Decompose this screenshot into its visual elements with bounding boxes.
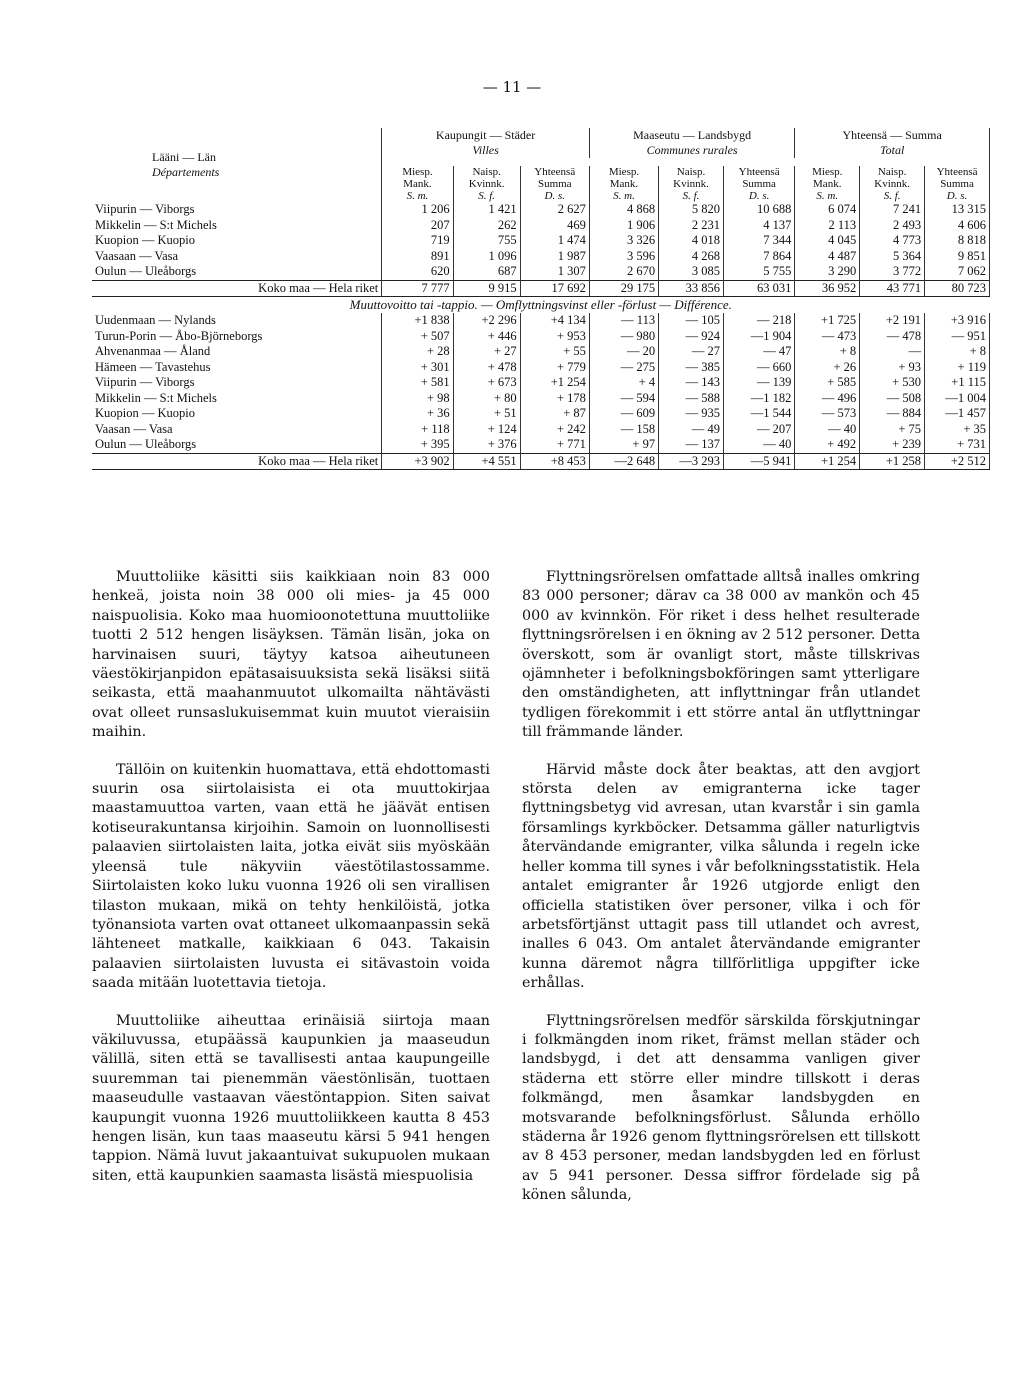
table-cell: — 218 xyxy=(723,313,794,329)
table-cell: 687 xyxy=(453,264,520,280)
table-cell: 4 868 xyxy=(589,202,658,218)
row-label: Vaasan — Vasa xyxy=(92,422,382,438)
table-cell: + 93 xyxy=(860,360,925,376)
total-row-population xyxy=(92,280,990,297)
table-cell: — 884 xyxy=(860,406,925,422)
table-cell: 719 xyxy=(382,233,453,249)
table-cell: 80 723 xyxy=(925,280,990,297)
table-cell: + 395 xyxy=(382,437,453,453)
table-cell: — 609 xyxy=(589,406,658,422)
table-cell: 6 074 xyxy=(795,202,860,218)
row-label: Vaasaan — Vasa xyxy=(92,249,382,265)
table-cell: 7 062 xyxy=(925,264,990,280)
table-row xyxy=(92,264,990,280)
table-cell: 7 777 xyxy=(382,280,453,297)
subcolumn-header: Yhteensä Summa D. s. xyxy=(520,166,589,202)
table-cell: +2 296 xyxy=(453,313,520,329)
table-row xyxy=(92,202,990,218)
table-cell: + 75 xyxy=(860,422,925,438)
table-cell: —1 544 xyxy=(723,406,794,422)
table-cell: + 242 xyxy=(520,422,589,438)
table-cell: + 530 xyxy=(860,375,925,391)
table-cell: +1 254 xyxy=(795,453,860,470)
table-cell: — 951 xyxy=(925,329,990,345)
table-cell: 4 018 xyxy=(659,233,724,249)
table-cell: 7 864 xyxy=(723,249,794,265)
row-label: Hämeen — Tavastehus xyxy=(92,360,382,376)
table-cell: — 573 xyxy=(795,406,860,422)
table-cell: — 113 xyxy=(589,313,658,329)
row-label: Viipurin — Viborgs xyxy=(92,202,382,218)
finnish-column xyxy=(92,568,490,1186)
table-cell: + 80 xyxy=(453,391,520,407)
table-cell: — 660 xyxy=(723,360,794,376)
table-cell: —1 457 xyxy=(925,406,990,422)
table-cell: 7 344 xyxy=(723,233,794,249)
table-row xyxy=(92,313,990,329)
table-cell: + 376 xyxy=(453,437,520,453)
table-cell: 1 987 xyxy=(520,249,589,265)
table-cell: 2 493 xyxy=(860,218,925,234)
table-cell: 755 xyxy=(453,233,520,249)
table-cell: + 124 xyxy=(453,422,520,438)
row-label: Mikkelin — S:t Michels xyxy=(92,391,382,407)
table-cell: + 478 xyxy=(453,360,520,376)
table-cell: — 935 xyxy=(659,406,724,422)
table-cell: +3 916 xyxy=(925,313,990,329)
table-cell: 36 952 xyxy=(795,280,860,297)
table-cell: 3 085 xyxy=(659,264,724,280)
table-cell: — 207 xyxy=(723,422,794,438)
table-cell: +4 134 xyxy=(520,313,589,329)
group-header-total: Yhteensä — Summa Total xyxy=(795,128,990,158)
table-row xyxy=(92,360,990,376)
table-cell: + 581 xyxy=(382,375,453,391)
table-cell: + 779 xyxy=(520,360,589,376)
table-cell: +2 191 xyxy=(860,313,925,329)
table-cell: — 473 xyxy=(795,329,860,345)
table-cell: 3 290 xyxy=(795,264,860,280)
table-cell: 10 688 xyxy=(723,202,794,218)
table-cell: — 137 xyxy=(659,437,724,453)
row-label: Kuopion — Kuopio xyxy=(92,233,382,249)
table-cell: +3 902 xyxy=(382,453,453,470)
table-cell: 2 113 xyxy=(795,218,860,234)
population-rows xyxy=(92,202,990,280)
table-row xyxy=(92,437,990,453)
row-label: Oulun — Uleåborgs xyxy=(92,437,382,453)
table-cell: 5 364 xyxy=(860,249,925,265)
table-cell: +1 725 xyxy=(795,313,860,329)
table-cell: — 139 xyxy=(723,375,794,391)
table-cell: — 594 xyxy=(589,391,658,407)
table-row xyxy=(92,249,990,265)
table-cell: + 97 xyxy=(589,437,658,453)
group-header-rural: Maaseutu — Landsbygd Communes rurales xyxy=(589,128,794,158)
table-cell: + 118 xyxy=(382,422,453,438)
table-row xyxy=(92,344,990,360)
table-cell: — 496 xyxy=(795,391,860,407)
table-row xyxy=(92,391,990,407)
table-cell: 17 692 xyxy=(520,280,589,297)
table-cell: + 771 xyxy=(520,437,589,453)
swedish-column xyxy=(522,568,920,1206)
table-cell: —2 648 xyxy=(589,453,658,470)
table-cell: 4 773 xyxy=(860,233,925,249)
table-cell: + 8 xyxy=(925,344,990,360)
table-cell: 2 231 xyxy=(659,218,724,234)
row-label: Ahvenanmaa — Åland xyxy=(92,344,382,360)
table-cell: +1 838 xyxy=(382,313,453,329)
total-row-difference xyxy=(92,453,990,470)
table-row xyxy=(92,375,990,391)
row-label: Oulun — Uleåborgs xyxy=(92,264,382,280)
row-label: Kuopion — Kuopio xyxy=(92,406,382,422)
table-cell: — 105 xyxy=(659,313,724,329)
table-cell: —5 941 xyxy=(723,453,794,470)
table-cell: +1 254 xyxy=(520,375,589,391)
table-cell: — 588 xyxy=(659,391,724,407)
table-cell: + 8 xyxy=(795,344,860,360)
table-cell: 4 606 xyxy=(925,218,990,234)
table-row xyxy=(92,218,990,234)
row-label: Koko maa — Hela riket xyxy=(92,453,382,470)
table-cell: 4 137 xyxy=(723,218,794,234)
table-cell: + 585 xyxy=(795,375,860,391)
table-cell: — 27 xyxy=(659,344,724,360)
table-cell: + 178 xyxy=(520,391,589,407)
table-cell: + 28 xyxy=(382,344,453,360)
table-cell: +4 551 xyxy=(453,453,520,470)
table-row xyxy=(92,422,990,438)
table-cell: 9 915 xyxy=(453,280,520,297)
table-cell: + 4 xyxy=(589,375,658,391)
table-cell: 891 xyxy=(382,249,453,265)
table-cell: — 158 xyxy=(589,422,658,438)
page-number: — 11 — xyxy=(482,78,542,96)
table-cell: 4 045 xyxy=(795,233,860,249)
table-row xyxy=(92,329,990,345)
table-cell: 5 755 xyxy=(723,264,794,280)
subcolumn-header: Naisp. Kvinnk. S. f. xyxy=(453,166,520,202)
table-cell: —1 904 xyxy=(723,329,794,345)
table-cell: 1 421 xyxy=(453,202,520,218)
table-cell: —1 004 xyxy=(925,391,990,407)
subcolumn-header: Naisp. Kvinnk. S. f. xyxy=(860,166,925,202)
row-label: Turun-Porin — Åbo-Björneborgs xyxy=(92,329,382,345)
table-cell: + 492 xyxy=(795,437,860,453)
table-cell: + 119 xyxy=(925,360,990,376)
table-cell: 4 487 xyxy=(795,249,860,265)
table-cell: —1 182 xyxy=(723,391,794,407)
table-cell: 8 818 xyxy=(925,233,990,249)
table-cell: 3 596 xyxy=(589,249,658,265)
table-cell: + 36 xyxy=(382,406,453,422)
table-cell: 4 268 xyxy=(659,249,724,265)
table-cell: 1 307 xyxy=(520,264,589,280)
stub-header xyxy=(92,128,382,202)
table-cell: 2 670 xyxy=(589,264,658,280)
table-cell: + 673 xyxy=(453,375,520,391)
table-cell: +1 115 xyxy=(925,375,990,391)
table-cell: + 55 xyxy=(520,344,589,360)
table-cell: — 40 xyxy=(795,422,860,438)
table-cell: 43 771 xyxy=(860,280,925,297)
subcolumn-header: Miesp. Mank. S. m. xyxy=(795,166,860,202)
table-cell: + 87 xyxy=(520,406,589,422)
subcolumn-header: Miesp. Mank. S. m. xyxy=(382,166,453,202)
table-cell: — 924 xyxy=(659,329,724,345)
table-cell: 3 326 xyxy=(589,233,658,249)
table-cell: 1 096 xyxy=(453,249,520,265)
table-row xyxy=(92,233,990,249)
table-cell: — 275 xyxy=(589,360,658,376)
row-label: Uudenmaan — Nylands xyxy=(92,313,382,329)
table-cell: + 301 xyxy=(382,360,453,376)
table-cell: +2 512 xyxy=(925,453,990,470)
table-cell: + 953 xyxy=(520,329,589,345)
table-cell: — 40 xyxy=(723,437,794,453)
table-cell: + 51 xyxy=(453,406,520,422)
table-cell: 469 xyxy=(520,218,589,234)
fi-paragraph-1: Muuttoliike käsitti siis kaikkiaan noin 83 000 henkeä, joista noin 38 000 oli mies- ja 45 000 naispuolisia. Koko maa huomioonotettuna muuttoliike tuotti 2 512 hengen lisäyksen. Tämän lisän, joka on harvinaisen suuri, täytyy katsoa aiheutuneen väestökirjanpidon epätasaisuuksista sekä lisäksi siitä seikasta, että maahanmuutot ulkomailta nähtävästi ovat olleet runsaslukuisemmat kuin muutot vieraisiin maihin. xyxy=(92,569,490,741)
table-cell: + 731 xyxy=(925,437,990,453)
table-cell: 2 627 xyxy=(520,202,589,218)
subcolumn-header: Yhteensä Summa D. s. xyxy=(723,166,794,202)
table-cell: +8 453 xyxy=(520,453,589,470)
table-cell: 620 xyxy=(382,264,453,280)
stub-header-fr: Départements xyxy=(152,165,220,179)
table-cell: 63 031 xyxy=(723,280,794,297)
table-cell: — 20 xyxy=(589,344,658,360)
table-cell: 1 906 xyxy=(589,218,658,234)
sv-paragraph-3: Flyttningsrörelsen medför särskilda förskjutningar i folkmängden inom riket, främst mellan städer och landsbygd, i det att densamma vanligen giver städerna ett större eller mindre tillskott i deras folkmängd, men åsamkar landsbygden en motsvarande befolkningsförlust. Sålunda erhöllo städerna år 1926 genom flyttningsrörelsen ett tillskott av 8 453 personer, medan landsbygden led en förlust av 5 941 personer. Dessa siffror fördelade sig på könen sålunda, xyxy=(522,1012,920,1204)
subcolumn-header: Yhteensä Summa D. s. xyxy=(925,166,990,202)
table-cell: 1 206 xyxy=(382,202,453,218)
fi-paragraph-3: Muuttoliike aiheuttaa erinäisiä siirtoja maan väkiluvussa, etupäässä kaupunkien ja maaseudun välillä, siten että se tavallisesti antaa kaupungeille suuremman tai pienemmän väestönlisän, tuottaen maaseudulle vastaavan väestöntappion. Siten saivat kaupungit vuonna 1926 muuttoliikkeen kautta 8 453 hengen lisän, kun taas maaseutu kärsi 5 941 hengen tappion. Nämä luvut jakaantuivat sukupuolen mukaan siten, että kaupunkien saamasta lisästä miespuolisia xyxy=(92,1012,490,1184)
sv-paragraph-1: Flyttningsrörelsen omfattade alltså inalles omkring 83 000 personer; därav ca 38 000 av mankön och 45 000 av kvinnkön. För riket i dess helhet resulterade flyttningsrörelsen i en ökning av 2 512 personer. Detta överskott, som är ovanligt stort, måste tillskrivas ojämnheter i befolkningsbokföringen samt ytterligare den omständigheten, att inflyttningar från utlandet tydligen förekommit i ett större antal än utflyttningar till främmande länder. xyxy=(522,569,920,741)
table-cell: — 478 xyxy=(860,329,925,345)
table-cell: + 239 xyxy=(860,437,925,453)
fi-paragraph-2: Tällöin on kuitenkin huomattava, että ehdottomasti suurin osa siirtolaisista ei ota muuttokirjaa maastamuuttoa varten, vaan että he jäävät entisen kotiseurakuntansa kirjoihin. Samoin on luonnollisesti palaavien siirtolaisten laita, jotka eivät siis myöskään yleensä tule näkyviin väestötilastossamme. Siirtolaisten koko luku vuonna 1926 oli sen virallisen tilaston mukaan, mikä on tehty henkilöistä, jotka työnansiota varten ovat ottaneet ulkomaanpassin sekä lähteneet matkalle, kaikkiaan 6 043. Takaisin palaavien siirtolaisten luvusta ei sitävastoin voida saada mitään luotettavia tietoja. xyxy=(92,761,490,992)
table-cell: 262 xyxy=(453,218,520,234)
migration-table xyxy=(92,128,990,470)
subcolumn-header: Naisp. Kvinnk. S. f. xyxy=(659,166,724,202)
table-cell: + 26 xyxy=(795,360,860,376)
table-cell: — 143 xyxy=(659,375,724,391)
group-header-towns: Kaupungit — Städer Villes xyxy=(382,128,590,158)
table-cell: 5 820 xyxy=(659,202,724,218)
table-cell: + 98 xyxy=(382,391,453,407)
table-cell: 3 772 xyxy=(860,264,925,280)
table-cell: — 385 xyxy=(659,360,724,376)
row-label: Koko maa — Hela riket xyxy=(92,280,382,297)
difference-header: Muuttovoitto tai -tappio. — Omflyttningsvinst eller -förlust — Différence. xyxy=(349,297,732,312)
difference-rows xyxy=(92,313,990,453)
table-cell: 1 474 xyxy=(520,233,589,249)
table-cell: 7 241 xyxy=(860,202,925,218)
stub-header-fi: Lääni — Län xyxy=(152,150,216,164)
table-cell: —3 293 xyxy=(659,453,724,470)
sv-paragraph-2: Härvid måste dock åter beaktas, att den avgjort största delen av emigranterna icke tager flyttningsbetyg vid avresan, utan kvarstår i sin gamla församlings kyrkböcker. Detsamma gäller naturligtvis återvändande emigranter, vilka sålunda i regeln icke heller komma till synes i vår befolkningsstatistik. Hela antalet emigranter år 1926 utgjorde enligt den officiella statistiken över personer, vilka i och för arbetsförtjänst uttagit pass till utlandet och avrest, inalles 6 043. Om antalet återvändande emigranter kunna däremot några tillförlitliga uppgifter icke erhållas. xyxy=(522,761,920,992)
table-cell: + 35 xyxy=(925,422,990,438)
table-cell: 29 175 xyxy=(589,280,658,297)
table-cell: — 508 xyxy=(860,391,925,407)
table-cell: — 980 xyxy=(589,329,658,345)
row-label: Viipurin — Viborgs xyxy=(92,375,382,391)
table-cell: — 49 xyxy=(659,422,724,438)
table-cell: + 446 xyxy=(453,329,520,345)
table-cell: — xyxy=(860,344,925,360)
subcolumn-header: Miesp. Mank. S. m. xyxy=(589,166,658,202)
table-cell: 9 851 xyxy=(925,249,990,265)
table-cell: + 27 xyxy=(453,344,520,360)
table-cell: + 507 xyxy=(382,329,453,345)
table-row xyxy=(92,406,990,422)
table-cell: 13 315 xyxy=(925,202,990,218)
table-cell: +1 258 xyxy=(860,453,925,470)
table-cell: — 47 xyxy=(723,344,794,360)
table-cell: 33 856 xyxy=(659,280,724,297)
table-cell: 207 xyxy=(382,218,453,234)
row-label: Mikkelin — S:t Michels xyxy=(92,218,382,234)
